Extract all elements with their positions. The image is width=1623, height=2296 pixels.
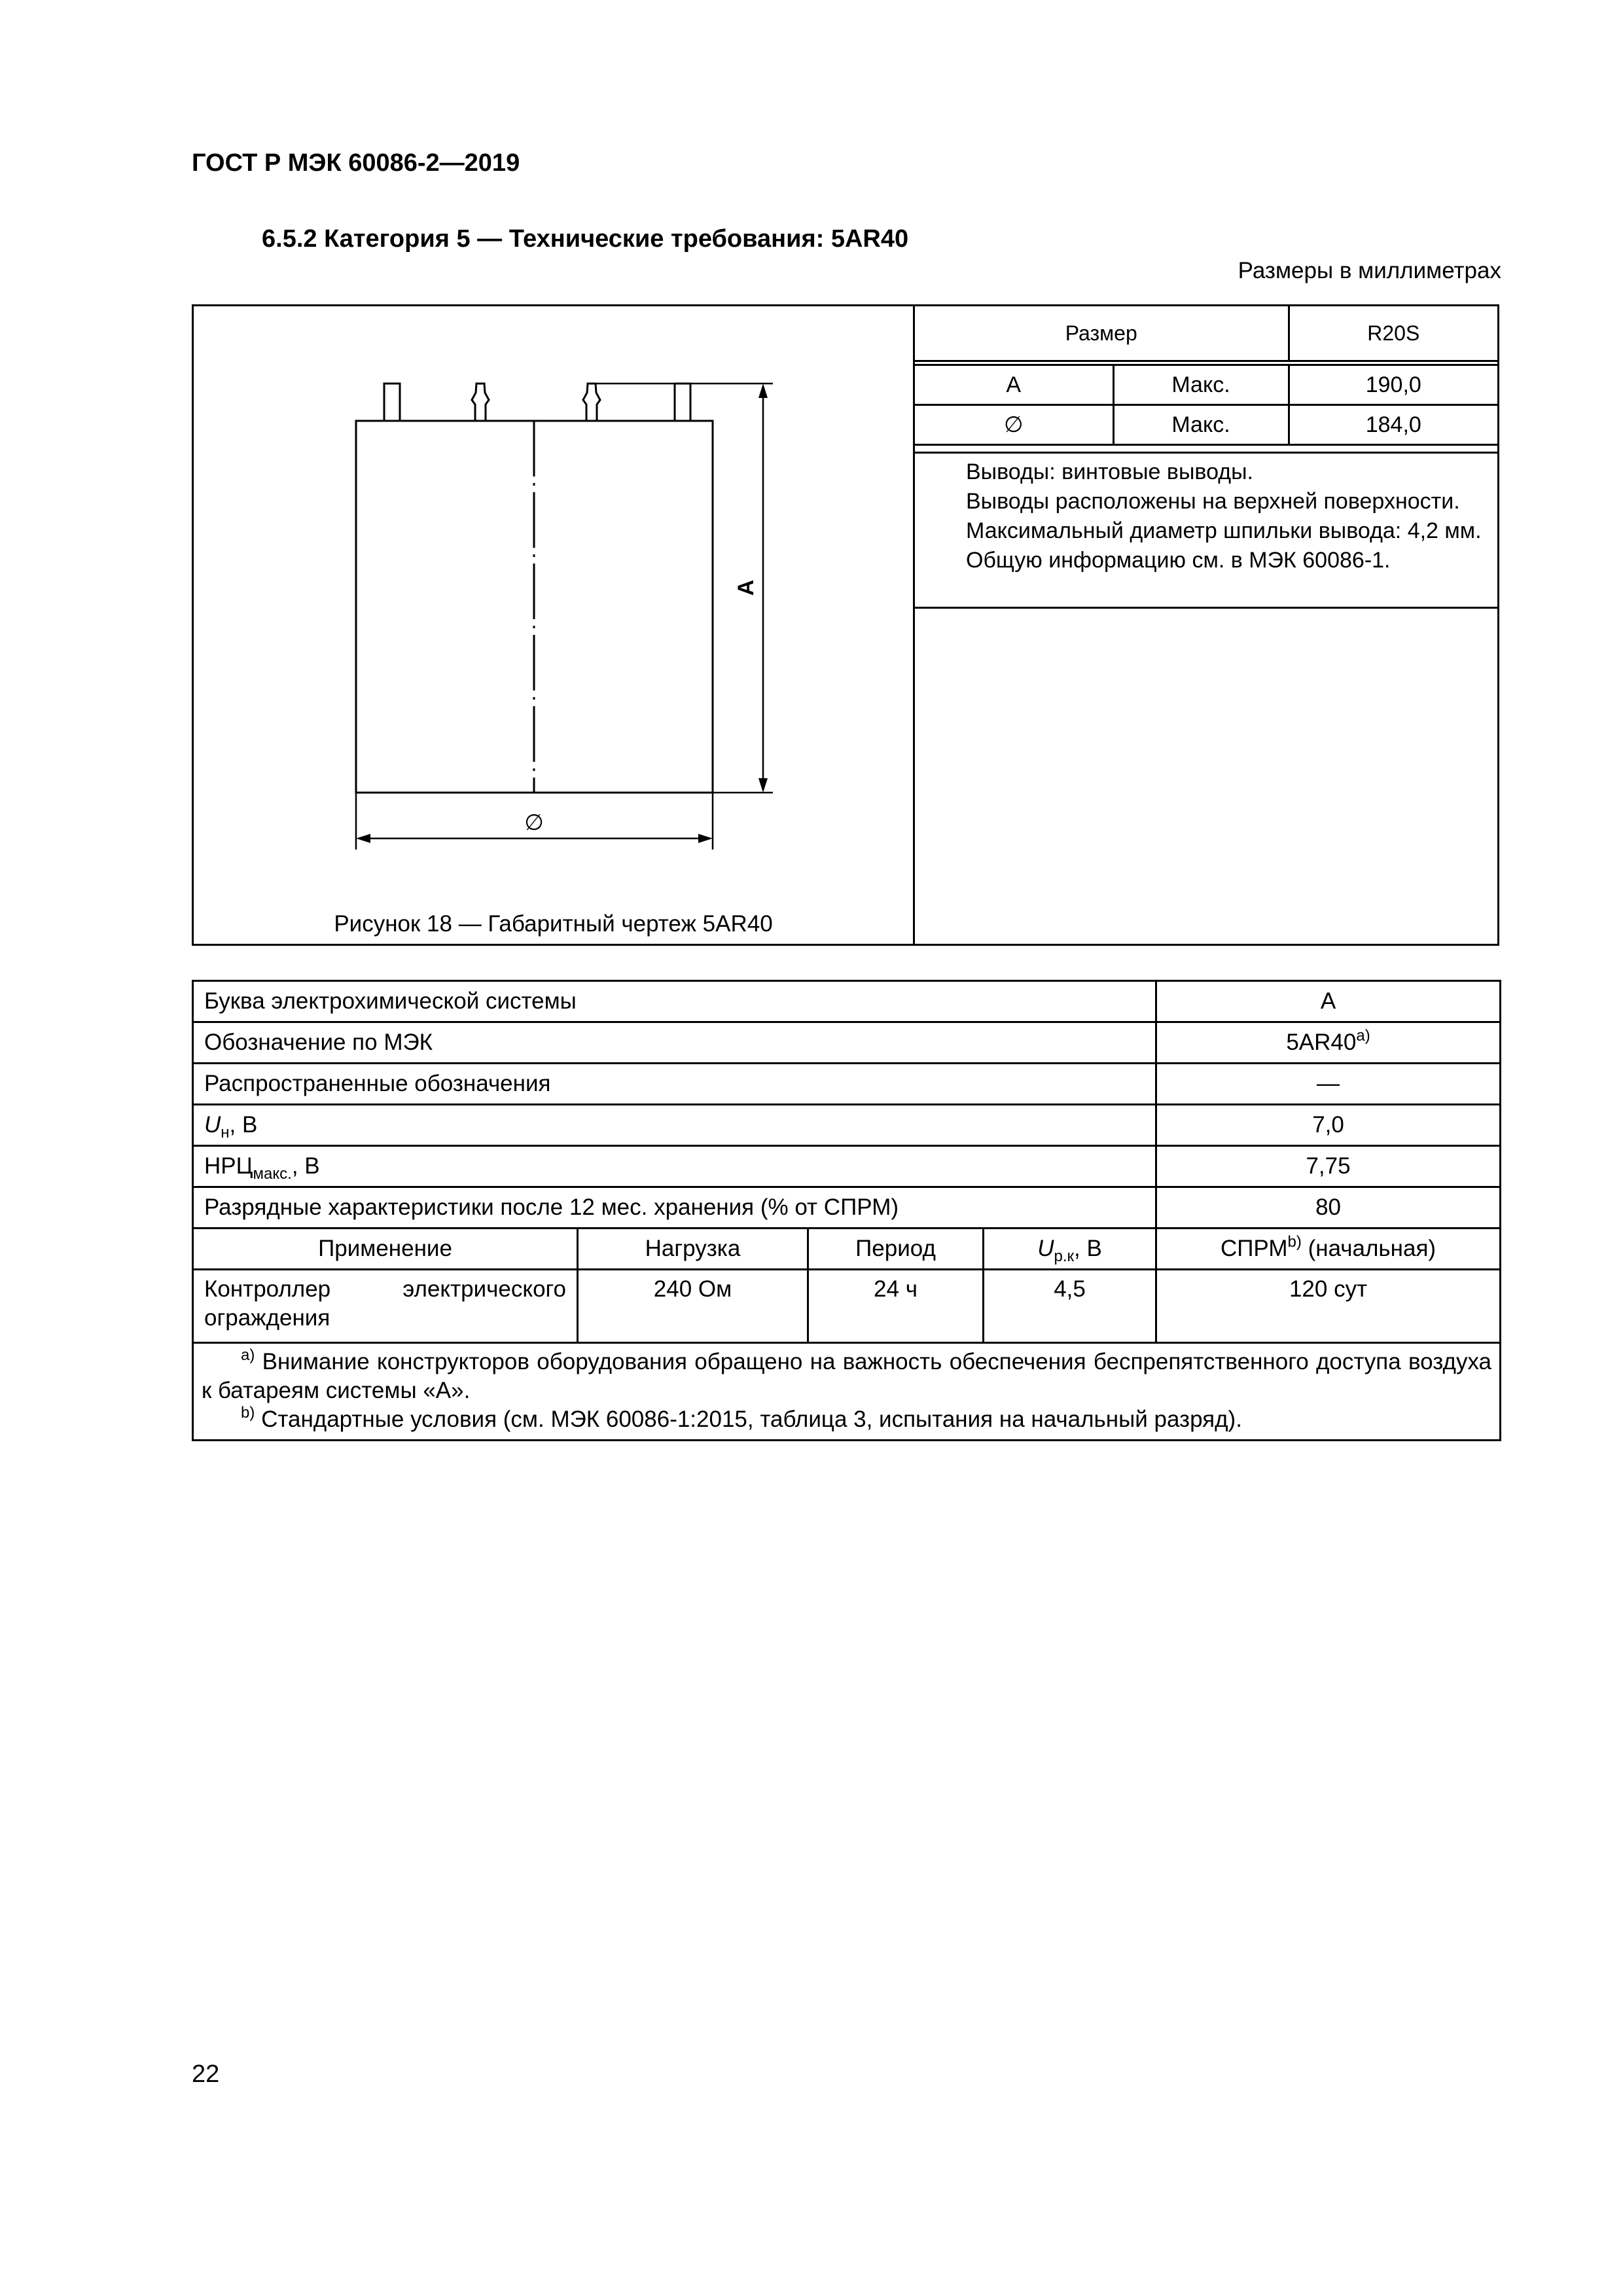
end-voltage-cell: 4,5 bbox=[984, 1270, 1156, 1343]
dim-head-standard: R20S bbox=[1289, 306, 1497, 363]
subscript: макс. bbox=[253, 1165, 292, 1183]
application-row bbox=[193, 1270, 1501, 1343]
terminal-notes bbox=[915, 452, 1497, 609]
battery-outline-drawing bbox=[194, 306, 913, 944]
load-cell: 240 Ом bbox=[578, 1270, 808, 1343]
col-spdm bbox=[1156, 1229, 1501, 1270]
terminal-screw-1 bbox=[472, 384, 489, 421]
row-label: Распространенные обозначения bbox=[193, 1064, 1156, 1105]
terminal-right bbox=[675, 384, 690, 421]
col-period: Период bbox=[808, 1229, 984, 1270]
row-label: Разрядные характеристики после 12 мес. хранения (% от СПРМ) bbox=[193, 1187, 1156, 1229]
units-note: Размеры в миллиметрах bbox=[1238, 258, 1501, 283]
row-value: 7,75 bbox=[1156, 1146, 1501, 1187]
figure-caption: Рисунок 18 — Габаритный чертеж 5AR40 bbox=[334, 911, 773, 937]
row-value: A bbox=[1156, 981, 1501, 1022]
col-load: Нагрузка bbox=[578, 1229, 808, 1270]
row-label: Буква электрохимической системы bbox=[193, 981, 1156, 1022]
subscript: н bbox=[221, 1124, 230, 1141]
page-number: 22 bbox=[192, 2060, 220, 2088]
dim-value: 190,0 bbox=[1289, 363, 1497, 405]
unit: , В bbox=[229, 1112, 258, 1138]
row-label bbox=[193, 1146, 1156, 1187]
spdm-suffix: (начальная) bbox=[1301, 1236, 1436, 1261]
note-line: Выводы расположены на верхней поверхности. bbox=[966, 489, 1460, 514]
footnotes-row bbox=[193, 1343, 1501, 1441]
table-row bbox=[193, 1022, 1501, 1064]
unit: , В bbox=[1074, 1236, 1102, 1261]
footnote-mark: a) bbox=[1356, 1027, 1370, 1045]
symbol: НРЦ bbox=[204, 1153, 253, 1179]
note-line: Выводы: винтовые выводы. bbox=[966, 459, 1253, 484]
terminal-screw-2 bbox=[583, 384, 600, 421]
period-cell: 24 ч bbox=[808, 1270, 984, 1343]
footnote-mark: b) bbox=[1287, 1233, 1302, 1251]
dim-row bbox=[915, 405, 1497, 445]
footnotes-cell bbox=[193, 1343, 1501, 1441]
dim-kind: Макс. bbox=[1113, 363, 1289, 405]
footnote bbox=[202, 1348, 1491, 1405]
iec-designation-value: 5AR40 bbox=[1286, 1030, 1357, 1055]
unit: , В bbox=[291, 1153, 320, 1179]
note-line: Общую информацию см. в МЭК 60086-1. bbox=[966, 548, 1391, 573]
table-row bbox=[193, 1105, 1501, 1146]
dimension-label-height: A bbox=[734, 579, 758, 596]
dim-row bbox=[915, 363, 1497, 405]
footnote-text: Внимание конструкторов оборудования обращено на важность обеспечения беспрепятственного доступа воздуха к батареям системы «А». bbox=[202, 1349, 1492, 1403]
dimension-table bbox=[915, 306, 1497, 446]
row-value: 80 bbox=[1156, 1187, 1501, 1229]
spdm-cell: 120 сут bbox=[1156, 1270, 1501, 1343]
symbol: U bbox=[204, 1112, 221, 1138]
row-label: Обозначение по МЭК bbox=[193, 1022, 1156, 1064]
footnote-text: Стандартные условия (см. МЭК 60086-1:2015, таблица 3, испытания на начальный разряд). bbox=[255, 1407, 1242, 1432]
note-line: Максимальный диаметр шпильки вывода: 4,2 мм. bbox=[966, 518, 1482, 543]
col-application: Применение bbox=[193, 1229, 578, 1270]
symbol: U bbox=[1037, 1236, 1054, 1261]
dimension-label-diameter: ∅ bbox=[524, 810, 544, 836]
dim-label: ∅ bbox=[915, 405, 1113, 445]
dim-label: A bbox=[915, 363, 1113, 405]
characteristics-table bbox=[192, 980, 1501, 1441]
footnote bbox=[202, 1405, 1491, 1434]
table-row bbox=[193, 1064, 1501, 1105]
row-value: 7,0 bbox=[1156, 1105, 1501, 1146]
spdm-label: СПРМ bbox=[1221, 1236, 1288, 1261]
footnote-mark: a) bbox=[241, 1346, 255, 1364]
row-value bbox=[1156, 1022, 1501, 1064]
dim-head-size: Размер bbox=[915, 306, 1289, 363]
col-end-voltage bbox=[984, 1229, 1156, 1270]
row-label bbox=[193, 1105, 1156, 1146]
footnote-mark: b) bbox=[241, 1404, 255, 1422]
table-row bbox=[193, 1187, 1501, 1229]
section-title: 6.5.2 Категория 5 — Технические требования: 5AR40 bbox=[262, 225, 909, 253]
table-row bbox=[193, 1146, 1501, 1187]
subscript: р.к bbox=[1054, 1247, 1075, 1265]
terminal-left bbox=[384, 384, 400, 421]
dim-value: 184,0 bbox=[1289, 405, 1497, 445]
dim-kind: Макс. bbox=[1113, 405, 1289, 445]
column-header-row bbox=[193, 1229, 1501, 1270]
application-cell: Контроллер электрического ограждения bbox=[193, 1270, 578, 1343]
row-value: — bbox=[1156, 1064, 1501, 1105]
table-row bbox=[193, 981, 1501, 1022]
document-header: ГОСТ Р МЭК 60086-2—2019 bbox=[192, 149, 520, 177]
